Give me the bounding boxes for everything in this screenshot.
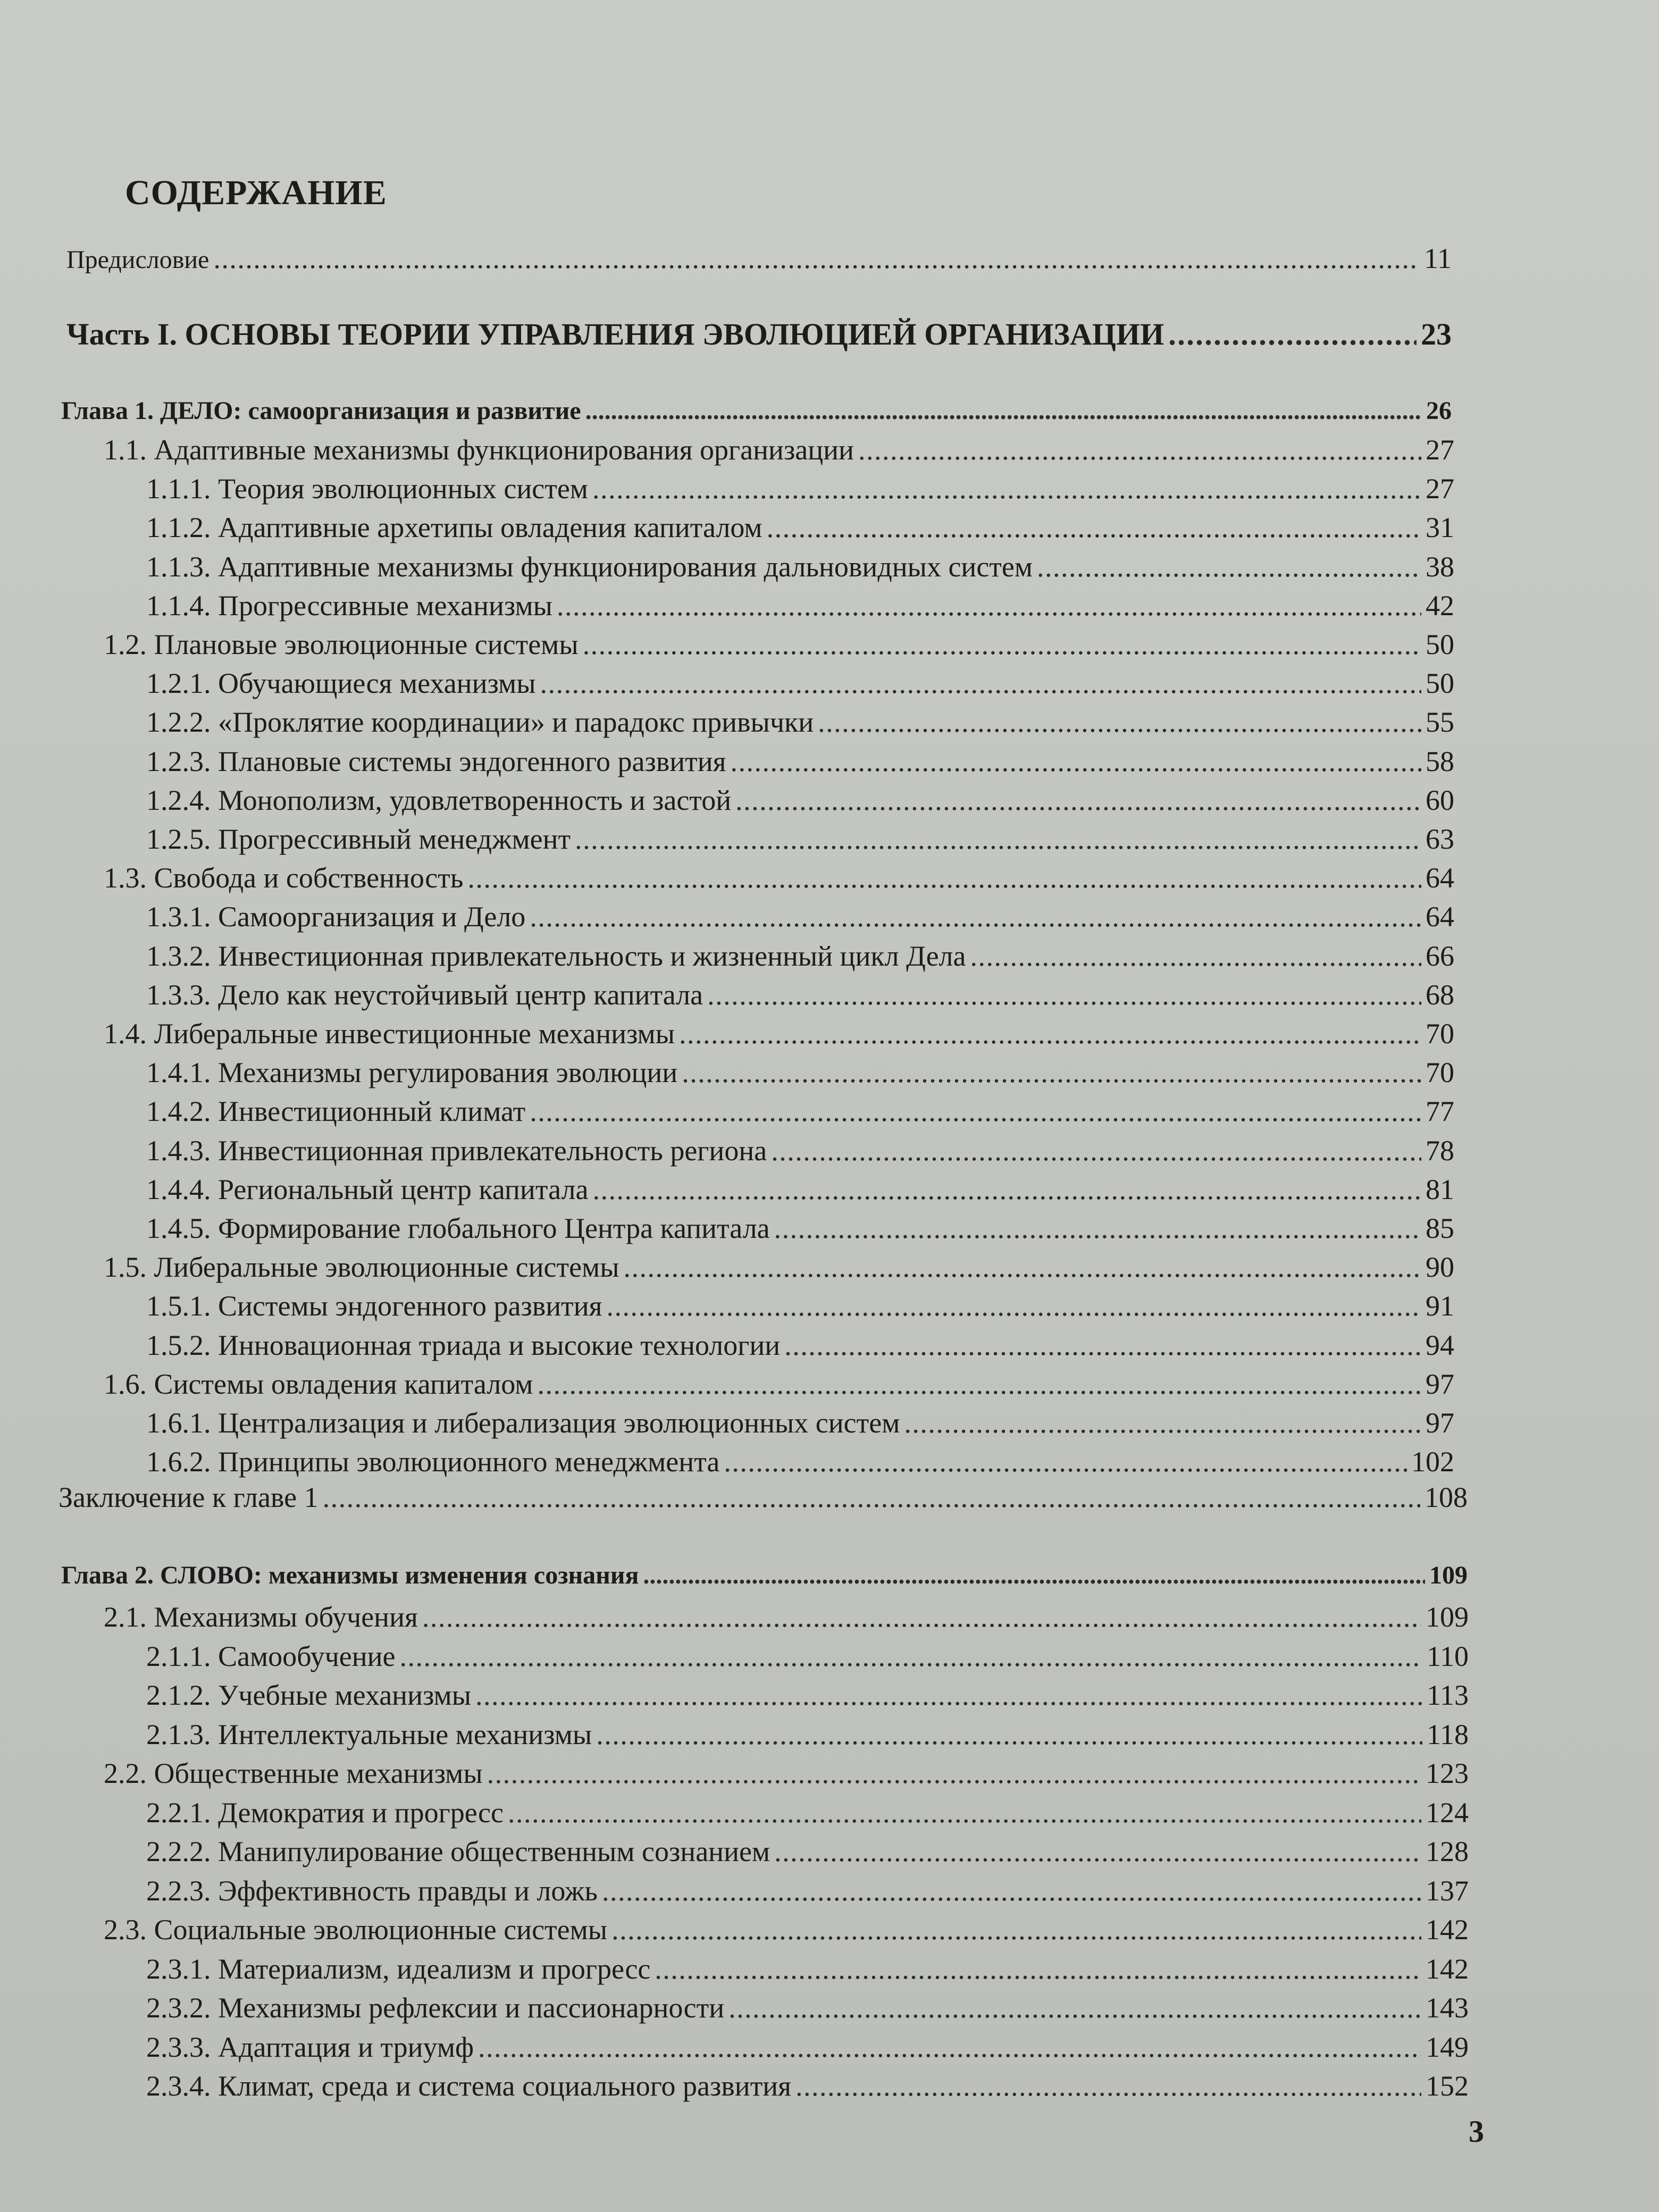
toc-entry-page: 137 — [1426, 1874, 1469, 1907]
toc-entry-label: 1.6. Системы овладения капиталом — [104, 1368, 533, 1400]
leader-dots — [679, 1017, 1421, 1050]
leader-dots — [508, 1796, 1421, 1829]
toc-entry-label: 1.4.2. Инвестиционный климат — [146, 1095, 526, 1128]
leader-dots — [596, 1718, 1422, 1751]
leader-dots — [467, 861, 1421, 894]
toc-entry-page: 97 — [1426, 1368, 1454, 1400]
toc-entry-label: 1.5.2. Инновационная триада и высокие технологии — [146, 1329, 781, 1361]
toc-entry[interactable] — [146, 472, 1454, 505]
leader-dots — [707, 978, 1421, 1011]
toc-entry-label: Часть I. ОСНОВЫ ТЕОРИИ УПРАВЛЕНИЯ ЭВОЛЮЦИЕЙ ОРГАНИЗАЦИИ — [66, 317, 1164, 351]
toc-entry[interactable] — [146, 1134, 1454, 1167]
toc-entry-label: 2.3.1. Материализм, идеализм и прогресс — [146, 1953, 651, 1985]
toc-entry[interactable] — [146, 1796, 1469, 1829]
toc-entry-chapter1[interactable] — [61, 396, 1452, 425]
leader-dots — [557, 589, 1421, 622]
toc-entry-page: 90 — [1426, 1251, 1454, 1284]
toc-entry-label: 1.2.4. Монополизм, удовлетворенность и застой — [146, 784, 732, 816]
toc-entry-label: 1.3.2. Инвестиционная привлекательность и жизненный цикл Дела — [146, 940, 966, 972]
toc-entry[interactable] — [146, 1953, 1469, 1985]
toc-entry[interactable] — [104, 433, 1454, 466]
leader-dots — [399, 1640, 1422, 1673]
toc-entry-page: 60 — [1426, 784, 1454, 816]
leader-dots — [583, 628, 1421, 661]
toc-entry-label: 2.2. Общественные механизмы — [104, 1757, 483, 1789]
leader-dots — [735, 784, 1421, 817]
toc-entry-label: 1.2. Плановые эволюционные системы — [104, 629, 579, 660]
toc-entry-page: 27 — [1426, 473, 1454, 505]
toc-entry-label: 2.3. Социальные эволюционные системы — [104, 1914, 608, 1946]
toc-entry-label: 2.1.3. Интеллектуальные механизмы — [146, 1718, 592, 1750]
leader-dots — [858, 433, 1421, 466]
leader-dots — [731, 745, 1422, 778]
leader-dots — [643, 1561, 1425, 1590]
toc-entry-label: 1.5. Либеральные эволюционные системы — [104, 1251, 619, 1284]
toc-entry-label: 1.2.2. «Проклятие координации» и парадокс привычки — [146, 706, 814, 739]
toc-entry[interactable] — [146, 1329, 1454, 1362]
toc-entry-page: 64 — [1426, 862, 1454, 894]
toc-entry-label: Заключение к главе 1 — [58, 1481, 319, 1513]
leader-dots — [213, 242, 1420, 275]
toc-entry-page: 149 — [1426, 2031, 1469, 2063]
toc-entry[interactable] — [146, 1095, 1454, 1128]
toc-entry-page: 50 — [1426, 667, 1454, 700]
leader-dots — [537, 1368, 1421, 1401]
leader-dots — [767, 511, 1421, 544]
toc-entry-label: 2.1.1. Самообучение — [146, 1640, 396, 1672]
toc-entry-page: 27 — [1426, 434, 1454, 466]
leader-dots — [592, 1173, 1421, 1206]
leader-dots — [784, 1329, 1421, 1362]
toc-entry-label: 1.6.1. Централизация и либерализация эволюционных систем — [146, 1407, 900, 1439]
toc-entry-page: 66 — [1426, 940, 1454, 972]
toc-entry-label: 1.4.3. Инвестиционная привлекательность региона — [146, 1134, 767, 1167]
leader-dots — [774, 1835, 1421, 1868]
toc-entry[interactable] — [146, 550, 1454, 583]
toc-entry-label: 1.2.1. Обучающиеся механизмы — [146, 667, 536, 700]
leader-dots — [607, 1289, 1422, 1322]
toc-entry-page: 152 — [1426, 2070, 1469, 2102]
toc-entry-page: 38 — [1426, 550, 1454, 583]
leader-dots — [323, 1481, 1420, 1514]
toc-entry-label: Предисловие — [66, 246, 210, 274]
toc-entry[interactable] — [104, 1601, 1469, 1633]
toc-entry[interactable] — [146, 784, 1454, 817]
leader-dots — [602, 1874, 1421, 1907]
toc-entry[interactable] — [146, 1056, 1454, 1089]
toc-entry-label: Глава 2. СЛОВО: механизмы изменения сознания — [61, 1561, 639, 1589]
toc-entry[interactable] — [104, 1017, 1454, 1050]
toc-entry-label: 2.2.1. Демократия и прогресс — [146, 1796, 504, 1829]
toc-entry[interactable] — [146, 589, 1454, 622]
toc-entry-page: 85 — [1426, 1212, 1454, 1244]
leader-dots — [818, 706, 1421, 739]
toc-entry-page: 143 — [1426, 1992, 1469, 2024]
leader-dots — [592, 472, 1421, 505]
leader-dots — [771, 1134, 1421, 1167]
toc-entry[interactable] — [146, 1991, 1469, 2024]
toc-entry-label: 1.1.3. Адаптивные механизмы функционирования дальновидных систем — [146, 550, 1033, 583]
toc-entry-page: 11 — [1424, 242, 1452, 274]
toc-entry-conclusion-ch1[interactable] — [58, 1481, 1468, 1514]
toc-entry-page: 63 — [1426, 823, 1454, 855]
toc-entry-page: 31 — [1426, 512, 1454, 544]
toc-entry-page: 118 — [1427, 1718, 1469, 1750]
toc-entry[interactable] — [104, 1913, 1469, 1946]
toc-entry[interactable] — [146, 1173, 1454, 1206]
toc-entry-page: 77 — [1426, 1095, 1454, 1128]
leader-dots — [970, 940, 1421, 973]
toc-entry-label: 2.3.4. Климат, среда и система социального развития — [146, 2070, 792, 2102]
page-title: СОДЕРЖАНИЕ — [125, 173, 387, 212]
toc-entry-page: 64 — [1426, 901, 1454, 933]
leader-dots — [487, 1757, 1421, 1790]
leader-dots — [724, 1445, 1407, 1478]
toc-entry[interactable] — [146, 900, 1454, 933]
toc-entry-page: 113 — [1427, 1679, 1469, 1711]
toc-entry[interactable] — [146, 706, 1454, 739]
toc-entry[interactable] — [104, 1368, 1454, 1401]
toc-entry[interactable] — [104, 1251, 1454, 1284]
toc-entry[interactable] — [146, 1640, 1469, 1673]
page-number: 3 — [1469, 2114, 1484, 2149]
toc-entry-page: 81 — [1426, 1173, 1454, 1205]
toc-entry-page: 123 — [1426, 1757, 1469, 1789]
toc-entry-page: 128 — [1426, 1836, 1469, 1867]
leader-dots — [530, 1095, 1421, 1128]
toc-entry-label: 2.3.3. Адаптация и триумф — [146, 2031, 474, 2063]
toc-entry-page: 110 — [1427, 1640, 1469, 1672]
toc-entry-label: 2.2.2. Манипулирование общественным сознанием — [146, 1836, 770, 1867]
toc-entry[interactable] — [146, 940, 1454, 973]
toc-entry-chapter2[interactable] — [61, 1561, 1468, 1590]
toc-entry-page: 91 — [1426, 1290, 1454, 1322]
toc-entry[interactable] — [104, 628, 1454, 661]
toc-entry-label: 1.1.1. Теория эволюционных систем — [146, 473, 588, 505]
toc-entry[interactable] — [146, 511, 1454, 544]
toc-entry[interactable] — [146, 1718, 1469, 1751]
toc-entry[interactable] — [146, 1406, 1454, 1439]
toc-entry-page: 97 — [1426, 1407, 1454, 1439]
toc-entry[interactable] — [146, 1835, 1469, 1868]
leader-dots — [540, 667, 1421, 700]
toc-entry-label: 1.4.4. Региональный центр капитала — [146, 1173, 589, 1205]
toc-entry-label: 2.2.3. Эффективность правды и ложь — [146, 1874, 598, 1907]
toc-entry[interactable] — [146, 1445, 1454, 1478]
toc-entry-page: 68 — [1426, 978, 1454, 1011]
toc-entry-page: 109 — [1426, 1601, 1469, 1633]
toc-entry-page: 42 — [1426, 589, 1454, 622]
toc-entry[interactable] — [146, 745, 1454, 778]
leader-dots — [585, 396, 1422, 425]
toc-entry-page: 26 — [1426, 397, 1452, 425]
toc-entry-page: 70 — [1426, 1018, 1454, 1050]
toc-entry-label: 1.6.2. Принципы эволюционного менеджмента — [146, 1446, 720, 1478]
toc-entry-page: 102 — [1411, 1446, 1454, 1478]
toc-entry-page: 78 — [1426, 1134, 1454, 1167]
toc-entry[interactable] — [146, 1679, 1469, 1712]
toc-entry[interactable] — [146, 2031, 1469, 2064]
toc-entry-page: 108 — [1425, 1481, 1468, 1513]
toc-entry-label: 1.3.1. Самоорганизация и Дело — [146, 901, 526, 933]
toc-entry-label: 2.1. Механизмы обучения — [104, 1601, 418, 1633]
toc-entry[interactable] — [104, 861, 1454, 894]
toc-entry-label: 1.3. Свобода и собственность — [104, 862, 464, 894]
toc-entry-label: 1.2.5. Прогрессивный менеджмент — [146, 823, 571, 855]
toc-entry-page: 124 — [1426, 1796, 1469, 1829]
toc-entry[interactable] — [146, 2069, 1469, 2102]
toc-entry-page: 50 — [1426, 629, 1454, 660]
toc-entry-page: 70 — [1426, 1057, 1454, 1089]
leader-dots — [575, 823, 1421, 856]
leader-dots — [1168, 316, 1417, 352]
toc-entry-page: 23 — [1421, 317, 1452, 351]
toc-entry-label: Глава 1. ДЕЛО: самоорганизация и развитие — [61, 397, 581, 425]
leader-dots — [904, 1406, 1421, 1439]
leader-dots — [478, 2031, 1421, 2064]
toc-entry-preface[interactable] — [66, 242, 1452, 275]
leader-dots — [1037, 550, 1421, 583]
leader-dots — [624, 1251, 1422, 1284]
toc-entry-label: 1.4.1. Механизмы регулирования эволюции — [146, 1057, 678, 1089]
leader-dots — [682, 1056, 1421, 1089]
toc-entry[interactable] — [104, 1757, 1469, 1790]
toc-entry-label: 1.4. Либеральные инвестиционные механизмы — [104, 1018, 675, 1050]
leader-dots — [728, 1991, 1421, 2024]
leader-dots — [422, 1601, 1421, 1633]
toc-entry-page: 58 — [1426, 745, 1454, 777]
toc-entry-part1[interactable] — [66, 316, 1452, 352]
leader-dots — [611, 1913, 1421, 1946]
toc-entry-page: 109 — [1429, 1561, 1468, 1589]
toc-entry[interactable] — [146, 823, 1454, 856]
toc-entry-label: 1.5.1. Системы эндогенного развития — [146, 1290, 602, 1322]
toc-entry[interactable] — [146, 667, 1454, 700]
toc-entry-page: 55 — [1426, 706, 1454, 739]
leader-dots — [774, 1212, 1421, 1245]
leader-dots — [530, 900, 1421, 933]
toc-entry-label: 1.4.5. Формирование глобального Центра капитала — [146, 1212, 770, 1244]
toc-entry[interactable] — [146, 978, 1454, 1011]
toc-entry-label: 2.1.2. Учебные механизмы — [146, 1679, 471, 1711]
toc-entry-label: 1.2.3. Плановые системы эндогенного развития — [146, 745, 726, 777]
toc-entry-page: 94 — [1426, 1329, 1454, 1361]
toc-entry-label: 1.1.2. Адаптивные архетипы овладения капиталом — [146, 512, 763, 544]
leader-dots — [475, 1679, 1422, 1712]
leader-dots — [655, 1953, 1421, 1985]
toc-entry-page: 142 — [1426, 1914, 1469, 1946]
toc-entry[interactable] — [146, 1289, 1454, 1322]
toc-entry[interactable] — [146, 1874, 1469, 1907]
toc-entry-label: 2.3.2. Механизмы рефлексии и пассионарности — [146, 1992, 725, 2024]
toc-entry[interactable] — [146, 1212, 1454, 1245]
toc-entry-label: 1.3.3. Дело как неустойчивый центр капитала — [146, 978, 703, 1011]
toc-entry-page: 142 — [1426, 1953, 1469, 1985]
leader-dots — [795, 2069, 1421, 2102]
toc-entry-label: 1.1.4. Прогрессивные механизмы — [146, 589, 552, 622]
toc-entry-label: 1.1. Адаптивные механизмы функционирования организации — [104, 434, 854, 466]
